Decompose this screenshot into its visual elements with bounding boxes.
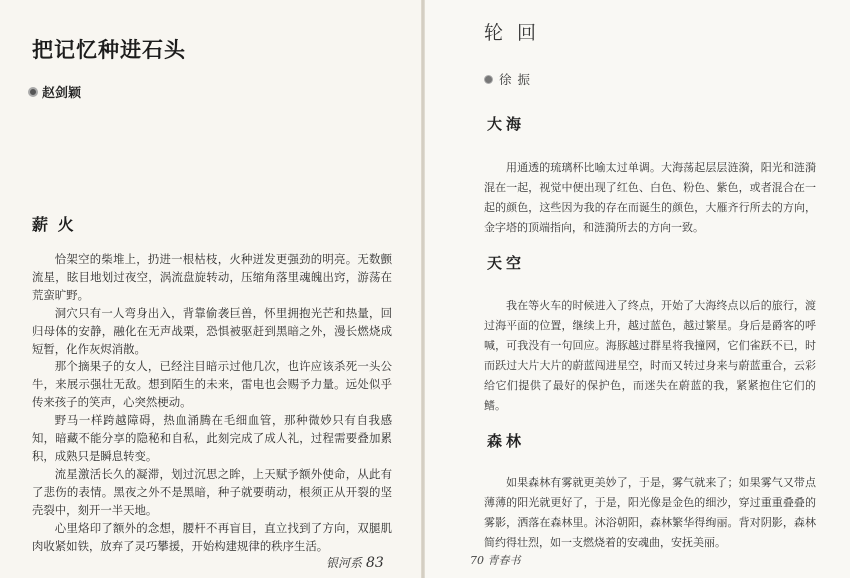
right-section-body xyxy=(484,473,816,553)
right-footer-text: 青春书 xyxy=(487,554,521,567)
right-section-title: 大海 xyxy=(487,115,526,133)
right-author-name: 徐振 xyxy=(499,72,537,87)
right-section-title: 天空 xyxy=(487,254,526,272)
left-page-footer xyxy=(326,554,384,571)
right-paragraph: 我在等火车的时候进入了终点，开始了大海终点以后的旅行，渡过海平面的位置，继续上升，越过蓝色，越过繁星。身后是爵客的呼喊，可我没有一句回应。海豚越过群星将我撞网，它们雀跃不已，时而跃过大片大片的蔚蓝闯进星空，时而又转过身来与蔚蓝重合，云彩给它们提供了最好的保护色，而迷失在蔚蓝的我，紧紧抱住它们的鳍。 xyxy=(484,299,816,412)
right-article-title: 轮回 xyxy=(484,22,551,44)
left-article-title: 把记忆种进石头 xyxy=(32,38,186,62)
right-paragraph: 用通透的琉璃杯比喻太过单调。大海荡起层层涟漪，阳光和涟漪混在一起，视觉中便出现了红色、白色、粉色、紫色，或者混合在一起的颜色，这些因为我的存在而诞生的颜色，大雁齐行所去的方向，金字塔的顶端指向，和涟漪所去的方向一致。 xyxy=(484,161,816,234)
book-spine xyxy=(421,0,425,578)
right-author-line xyxy=(484,70,536,88)
left-footer-text: 银河系 xyxy=(326,556,363,570)
right-section-body xyxy=(484,158,816,238)
right-page-footer xyxy=(470,552,521,568)
left-paragraph: 心里烙印了额外的念想，腰杆不再盲目，直立找到了方向，双腿肌肉收紧如铁，放弃了灵巧攀援，开始构建规律的秩序生活。 xyxy=(32,520,392,553)
right-page-number: 70 xyxy=(470,554,484,567)
left-paragraph: 野马一样跨越障碍，热血涌腾在毛细血管，那种微妙只有自我感知，暗藏不能分享的隐秘和自私，此刻完成了成人礼，过程需要叠加累积，成熟只是瞬息转变。 xyxy=(32,413,392,463)
author-bullet-icon xyxy=(484,75,493,84)
left-section-title: 薪 火 xyxy=(32,215,76,234)
right-section-body xyxy=(484,296,816,416)
author-bullet-icon xyxy=(28,87,38,97)
left-author-line xyxy=(28,82,81,101)
right-paragraph: 如果森林有雾就更美妙了，于是，雾气就来了；如果雾气又带点薄薄的阳光就更好了，于是，阳光像是金色的细沙，穿过重重叠叠的雾影，洒落在森林里。沐浴朝阳，森林繁华得绚丽。背对阴影，森林简约得壮烈，如一支燃烧着的安魂曲，安抚美丽。 xyxy=(484,476,816,549)
right-section-title: 森林 xyxy=(487,432,526,450)
left-paragraph: 洞穴只有一人弯身出入，背靠偷袭巨兽，怀里拥抱光芒和热量，回归母体的安静，融化在无声战栗，恐惧被驱赶到黑暗之外，漫长燃烧成短暂，化作灰烬消散。 xyxy=(32,305,392,356)
left-page-number: 83 xyxy=(366,555,384,571)
left-paragraph: 恰架空的柴堆上，扔进一根枯枝，火种迸发更强劲的明亮。无数颤流星，眩目地划过夜空，涡流盘旋转动，压缩角落里魂魄出窍，游荡在荒蛮旷野。 xyxy=(32,252,392,302)
left-author-name: 赵剑颖 xyxy=(42,86,82,101)
left-paragraph: 流星激活长久的凝滞，划过沉思之眸，上天赋予额外使命，从此有了悲伤的表情。黑夜之外不是黑暗，种子就要萌动，根须正从开裂的坚壳裂中，刻开一半天地。 xyxy=(32,466,392,517)
left-paragraph: 那个摘果子的女人，已经注目暗示过他几次，也许应该杀死一头公牛，来展示强壮无敌。想到陌生的未来，雷电也会赐予力量。远处似乎传来孩子的笑声，心突然梗动。 xyxy=(32,359,392,410)
left-body-text xyxy=(32,251,392,555)
